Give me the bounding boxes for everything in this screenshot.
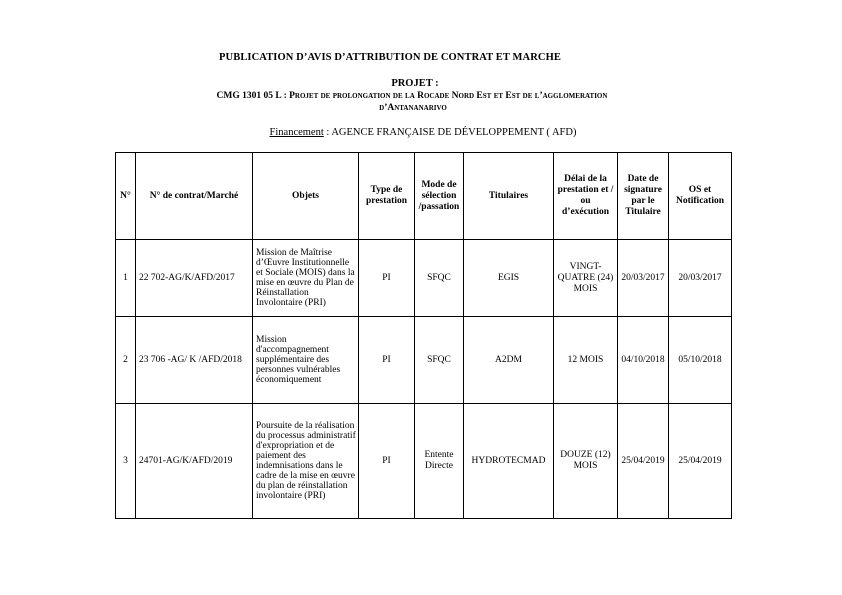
row-mode: SFQC — [415, 240, 464, 317]
row-os: 20/03/2017 — [669, 240, 732, 317]
financement-line — [0, 127, 842, 138]
table-row — [116, 404, 732, 519]
header-objets: Objets — [253, 153, 359, 240]
header-mode: Mode de sélection /passation — [415, 153, 464, 240]
row-date: 25/04/2019 — [618, 404, 669, 519]
row-objets: Mission d'accompagnement supplémentaire des personnes vulnérables économiquement — [253, 317, 359, 404]
header-type: Type de prestation — [359, 153, 415, 240]
row-num: 3 — [116, 404, 136, 519]
header-titulaires: Titulaires — [464, 153, 554, 240]
projet-title-line1: CMG 1301 05 L : Projet de prolongation de la Rocade Nord Est et Est de l’agglomeration — [216, 91, 608, 101]
row-delai: 12 MOIS — [554, 317, 618, 404]
document-title: PUBLICATION D’AVIS D’ATTRIBUTION DE CONTRAT ET MARCHE — [219, 52, 561, 63]
row-objets: Poursuite de la réalisation du processus administratif d'expropriation et de paiement des indemnisations dans le cadre de la mise en œuvre du plan de réinstallation involontaire (PRI) — [253, 404, 359, 519]
row-contrat: 22 702-AG/K/AFD/2017 — [136, 240, 253, 317]
row-contrat: 24701-AG/K/AFD/2019 — [136, 404, 253, 519]
row-os: 05/10/2018 — [669, 317, 732, 404]
projet-title-line2: d’Antananarivo — [379, 103, 447, 113]
header-contrat: N° de contrat/Marché — [136, 153, 253, 240]
row-num: 1 — [116, 240, 136, 317]
row-mode: Entente Directe — [415, 404, 464, 519]
header-delai: Délai de la prestation et / ou d’exécution — [554, 153, 618, 240]
row-mode: SFQC — [415, 317, 464, 404]
row-objets: Mission de Maîtrise d’Œuvre Institutionnelle et Sociale (MOIS) dans la mise en œuvre du Plan de Réinstallation Involontaire (PRI) — [253, 240, 359, 317]
row-type: PI — [359, 317, 415, 404]
header-date: Date de signature par le Titulaire — [618, 153, 669, 240]
row-date: 04/10/2018 — [618, 317, 669, 404]
header-num: N° — [116, 153, 136, 240]
table-row — [116, 240, 732, 317]
row-contrat: 23 706 -AG/ K /AFD/2018 — [136, 317, 253, 404]
row-os: 25/04/2019 — [669, 404, 732, 519]
projet-label: PROJET : — [391, 78, 439, 89]
table-row — [116, 317, 732, 404]
contracts-table — [115, 152, 732, 519]
row-delai: VINGT-QUATRE (24) MOIS — [554, 240, 618, 317]
row-date: 20/03/2017 — [618, 240, 669, 317]
row-titulaire: EGIS — [464, 240, 554, 317]
row-type: PI — [359, 404, 415, 519]
row-type: PI — [359, 240, 415, 317]
header-os: OS et Notification — [669, 153, 732, 240]
row-delai: DOUZE (12) MOIS — [554, 404, 618, 519]
row-titulaire: HYDROTECMAD — [464, 404, 554, 519]
row-titulaire: A2DM — [464, 317, 554, 404]
table-header-row — [116, 153, 732, 240]
row-num: 2 — [116, 317, 136, 404]
financement-label: Financement — [269, 127, 324, 138]
financement-value: : AGENCE FRANÇAISE DE DÉVELOPPEMENT ( AFD) — [323, 127, 577, 138]
